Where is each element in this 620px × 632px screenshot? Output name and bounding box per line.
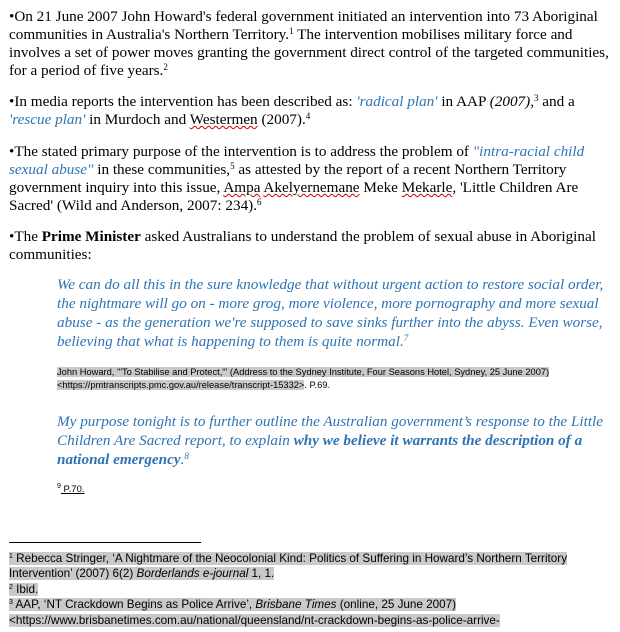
- bullet-paragraph-1: [9, 8, 609, 80]
- bullet-1-text-b: The intervention mobilises military force and involves a set of power moves granting the government direct control of the targeted communities, for a period of five years.: [9, 26, 609, 79]
- footnote-1-text: Rebecca Stringer, ‘A Nightmare of the Neocolonial Kind: Politics of Suffering in Howard’s Northern Territory Intervention’ (2007) 6(2): [9, 552, 568, 581]
- bullet-4-text-b: asked Australians to understand the problem of sexual abuse in Aboriginal communities:: [9, 228, 596, 263]
- bullet-3-text-d: Meke: [359, 179, 402, 196]
- footnote-ref-8[interactable]: 8: [184, 451, 189, 461]
- bullet-paragraph-4: [9, 228, 609, 264]
- bullet-2-text-e: (2007).: [257, 111, 306, 128]
- bullet-3-text-e: , 'Little Children Are Sacred' (Wild and Anderson, 2007: 234).: [9, 179, 579, 214]
- footnote-3-url-line: [9, 613, 609, 628]
- footnote-3-end: (online, 25 June 2007): [336, 598, 457, 612]
- citation-line-1: John Howard, '"To Stabilise and Protect,"' (Address to the Sydney Institute, Four Seasons Hotel, Sydney, 25 June 2007): [57, 367, 550, 377]
- bullet-2-text-c: and a: [538, 93, 575, 110]
- bullet-2-year: (2007),: [489, 93, 534, 110]
- bullet-4-text-a: •The: [9, 228, 42, 245]
- footnote-1-journal: Borderlands e-journal: [136, 567, 249, 581]
- block-quote-1-text: We can do all this in the sure knowledge that without urgent action to restore social order, the nightmare will go on - more grog, more violence, more pornography and more sexual abuse - as the generation we're supposed to save sinks further into the abyss. Even worse, believing that what is happening to them is quite normal.: [57, 276, 604, 350]
- footnote-ref-3[interactable]: 3: [534, 93, 539, 103]
- footnote-9-text: P.70.: [60, 484, 85, 495]
- spellcheck-word-westermen[interactable]: Westermen: [189, 111, 258, 128]
- footnote-ref-7[interactable]: 7: [403, 333, 409, 343]
- footnote-2-num: 2: [9, 583, 13, 591]
- footnote-3-publication: Brisbane Times: [255, 598, 337, 612]
- spellcheck-word-ampa[interactable]: Ampa: [223, 179, 261, 196]
- footnote-3-num: 3: [9, 599, 13, 607]
- block-quote-2-text: My purpose tonight is to further outline the Australian government’s response to the Little Children Are Sacred report, to explain: [57, 413, 604, 449]
- footnote-1-num: 1: [9, 553, 13, 560]
- block-quote-2-end: .: [180, 451, 185, 468]
- citation-block: [57, 366, 602, 391]
- footnotes-area: [9, 551, 609, 628]
- bullet-3-text-c: as attested by the report of a recent Northern Territory government inquiry into this issue,: [9, 161, 567, 196]
- footnote-3: [9, 597, 609, 612]
- block-quote-2-bold: why we believe it warrants the description of a national emergency: [57, 432, 583, 468]
- footnote-3-text: AAP, ‘NT Crackdown Begins as Police Arrive’,: [12, 598, 256, 612]
- footnote-9: [57, 484, 85, 495]
- bullet-2-text-d: in Murdoch and: [85, 111, 190, 128]
- spellcheck-word-akelyernemane[interactable]: Akelyernemane: [263, 179, 360, 196]
- footnote-ref-6[interactable]: 6: [257, 197, 262, 207]
- block-quote-1: [57, 275, 609, 351]
- block-quote-2: [57, 412, 609, 469]
- footnote-ref-5[interactable]: 5: [230, 161, 235, 171]
- quote-rescue-plan: 'rescue plan': [9, 111, 86, 128]
- bullet-2-text-a: •In media reports the intervention has been described as:: [9, 93, 357, 110]
- footnote-ref-4[interactable]: 4: [305, 111, 311, 121]
- citation-page: . P.69.: [304, 379, 331, 390]
- bullet-1-text-a: •On 21 June 2007 John Howard's federal government initiated an intervention into 73 Aboriginal communities in Australia's Northern Territory.: [9, 8, 598, 43]
- bullet-paragraph-3: [9, 143, 609, 215]
- bullet-2-text-b: in AAP: [437, 93, 490, 110]
- footnote-3-url[interactable]: <https://www.brisbanetimes.com.au/national/queensland/nt-crackdown-begins-as-police-arrive-: [9, 613, 500, 627]
- footnote-1-end: 1, 1.: [248, 567, 275, 581]
- footnote-2-text: Ibid.: [12, 582, 39, 596]
- bullet-3-text-b: in these communities,: [93, 161, 231, 178]
- bullet-3-text-a: •The stated primary purpose of the intervention is to address the problem of: [9, 143, 473, 160]
- bullet-paragraph-2: [9, 93, 609, 129]
- footnote-separator: [9, 542, 201, 543]
- footnote-2: [9, 582, 609, 597]
- citation-url[interactable]: <https://pmtranscripts.pmc.gov.au/release/transcript-15332>: [57, 379, 305, 390]
- spellcheck-word-mekarle[interactable]: Mekarle: [401, 179, 453, 196]
- footnote-1: [9, 551, 609, 582]
- footnote-ref-2[interactable]: 2: [163, 62, 168, 72]
- footnote-ref-1[interactable]: 1: [289, 26, 294, 36]
- quote-intra-racial: "intra-racial child sexual abuse": [9, 143, 585, 178]
- bullet-4-bold: Prime Minister: [41, 228, 141, 245]
- footnote-9-num: 9: [57, 483, 61, 490]
- quote-radical-plan: 'radical plan': [356, 93, 438, 110]
